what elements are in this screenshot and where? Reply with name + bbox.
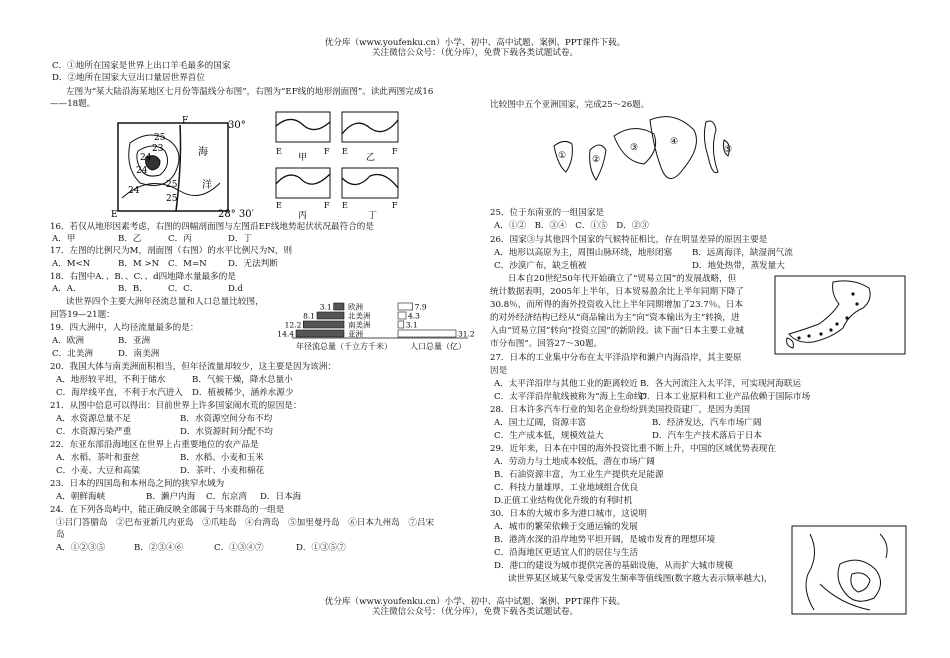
ocean-label: 洋 — [202, 180, 212, 191]
q28-d: D．汽车生产技术落后于日本 — [652, 431, 763, 441]
q30-stem: 30．日本的大城市多为港口城市，这说明 — [490, 509, 648, 519]
sea-label: 海 — [198, 147, 208, 158]
runoff-bar-0 — [334, 303, 344, 310]
population-bar-1 — [398, 312, 406, 319]
point-e: E — [111, 210, 118, 220]
q23-stem: 23．日本的四国岛和本州岛之间的狭窄水域为 — [50, 479, 225, 489]
option-d-line: D．②地所在国家大豆出口量居世界首位 — [52, 73, 205, 83]
q30-c: C．沿海地区更适宜人们的居住与生活 — [494, 548, 639, 558]
q22-a: A．水稻、茶叶和蚕丝 — [56, 453, 140, 463]
population-bar-3 — [398, 330, 456, 337]
q20-b: B．气候干燥，降水总量小 — [192, 375, 293, 385]
q22-stem: 22．东亚东部沿海地区在世界上占重要地位的农产品是 — [50, 440, 259, 450]
q24-islands: ①吕门答腊岛 ②巴布亚新几内亚岛 ③爪哇岛 ④台湾岛 ⑤加里曼丹岛 ⑥日本九州岛 ⑦吕宋 — [56, 518, 435, 528]
footer-line-1: 优分库（www.youfenku.cn）小学、初中、高中试题、案例、PPT课件下载。 — [324, 597, 626, 607]
q26-stem: 26．国家③与其他四个国家的气候特征相比，存在明显差异的原因主要是 — [490, 235, 768, 245]
chart-category-3: 亚洲 — [348, 329, 363, 339]
q17-b: B．M >N — [118, 259, 160, 269]
asian-countries-map — [544, 110, 744, 202]
q21-a: A．水资源总量不足 — [56, 414, 131, 424]
q30-b: B．港湾水深的沿岸地势平坦开阔，是城市发育的理想环境 — [494, 535, 716, 545]
q22-b: B．水稻、小麦和玉米 — [180, 453, 264, 463]
p27-line-4: 的对外经济结构已经从“商品输出为主”向“资本输出为主”转换，进 — [490, 313, 740, 323]
population-bar-2 — [398, 321, 404, 328]
chart-xlabel-left: 年径流总量（千立方千米） — [296, 342, 392, 351]
intro-19-21-cont: 回答19—21题： — [50, 310, 115, 320]
q23-d: D．日本海 — [260, 492, 302, 502]
chart-category-1: 北美洲 — [348, 311, 371, 321]
q22-d: D．茶叶、小麦和棉花 — [180, 466, 265, 476]
iso-label: 25 — [166, 180, 178, 190]
q28-c: C．生产成本低，规模效益大 — [494, 431, 604, 441]
q29-a: A．劳动力与土地成本较低，潜在市场广阔 — [494, 457, 655, 467]
q18-a: A．A． — [52, 284, 82, 294]
population-bar-0 — [398, 303, 413, 310]
lat-label: 30° — [228, 120, 246, 131]
svg-text:F: F — [392, 147, 398, 156]
q29-c: C．科技力量雄厚，工业地域组合优良 — [494, 483, 639, 493]
svg-text:E: E — [342, 201, 348, 210]
q18-b: B．B． — [118, 284, 148, 294]
q23-a: A．朝鲜海峡 — [56, 492, 106, 502]
q21-b: B．水资源空间分布不均 — [180, 414, 273, 424]
q21-d: D．水资源时间分配不均 — [180, 427, 273, 437]
q23-b: B．濑户内海 — [146, 492, 196, 502]
q18-stem: 18．右图中A．、B．、C．、d四地降水量最多的是 — [50, 272, 236, 282]
q23-c: C．东京湾 — [206, 492, 247, 502]
runoff-population-chart — [277, 302, 475, 364]
p27-line-5: 入由“贸易立国”转向“投资立国”的新阶段。读下面“日本主要工业城 — [490, 326, 744, 336]
chart-xlabel-right: 人口总量（亿） — [410, 342, 466, 351]
header-line-2: 关注微信公众号：（优分库），免费下载各类试题试卷。 — [371, 48, 579, 58]
svg-text:F: F — [324, 147, 330, 156]
runoff-value-3: 14.4 — [277, 329, 294, 339]
q28-a: A．国土辽阔，资源丰富 — [494, 418, 587, 428]
q19-a: A．欧洲 — [52, 336, 84, 346]
footer-line-2: 关注微信公众号：（优分库），免费下载各类试题试卷。 — [371, 607, 579, 617]
q29-d: D.正值工业结构优化升级的有利时机 — [494, 496, 633, 506]
q26-c: C．沙漠广布，缺乏植被 — [494, 261, 587, 271]
intro-16-18: 左图为“某大陆沿海某地区七月份等温线分布图”，右图为“EF线的地形剖面图”。读此两图完成16 — [66, 87, 434, 97]
q24-b: B．②③④⑥ — [134, 543, 184, 553]
q16-c: C．丙 — [168, 234, 192, 244]
q17-c: C．M=N — [168, 259, 207, 269]
q18-d: D.d — [228, 284, 243, 294]
iso-label: 25 — [154, 133, 166, 143]
q28-stem: 28．日本许多汽车行业的知名企业纷纷到美国投资建厂，是因为美国 — [490, 405, 751, 415]
q30-a: A．城市的繁荣依赖于交通运输的发展 — [494, 522, 638, 532]
q24-a: A．①②③⑤ — [56, 543, 106, 553]
point-f: F — [182, 116, 189, 126]
runoff-value-1: 8.1 — [303, 311, 315, 321]
q17-d: D．无法判断 — [228, 259, 278, 269]
next-intro: 读世界某区域某气象受害发生频率等值线图(数字越大表示频率越大)， — [508, 574, 773, 584]
header-line-1: 优分库（www.youfenku.cn）小学、初中、高中试题、案例、PPT课件下载。 — [324, 38, 626, 48]
p27-line-2: 统计数据表明，2005年上半年，日本贸易盈余比上半年同期下降了 — [490, 287, 744, 297]
country-4: ④ — [670, 137, 679, 147]
country-1: ① — [558, 151, 567, 161]
iso-label: 24 — [128, 186, 140, 196]
chart-category-2: 南美洲 — [348, 320, 371, 330]
q29-b: B．石油资源丰富，为工业生产提供充足能源 — [494, 470, 664, 480]
chart-category-0: 欧洲 — [348, 302, 363, 312]
q27-stem-cont: 因是 — [490, 366, 508, 376]
q24-stem: 24．在下列各岛屿中，能正确反映全部属于马来群岛的一组是 — [50, 505, 285, 515]
q16-b: B．乙 — [118, 234, 142, 244]
q20-d: D．植被稀少，涵养水源少 — [192, 388, 294, 398]
svg-text:E: E — [276, 147, 282, 156]
q26-a: A．地形以高原为主，周围山脉环绕，地形闭塞 — [494, 248, 673, 258]
q24-islands-cont: 岛 — [56, 530, 65, 540]
svg-text:F: F — [392, 201, 398, 210]
svg-text:E: E — [342, 147, 348, 156]
q27-a: A．太平洋沿岸与其他工业的距离较近 — [494, 379, 638, 389]
q20-c: C．海岸线平直，不利于水汽进入 — [56, 388, 183, 398]
isotherm-map — [110, 113, 260, 221]
runoff-bar-2 — [303, 321, 344, 328]
population-value-2: 3.1 — [405, 320, 418, 330]
svg-text:F: F — [324, 201, 330, 210]
q18-c: C．C． — [168, 284, 199, 294]
q20-a: A．地形较平坦，不利于储水 — [56, 375, 166, 385]
q27-d: D．日本工业原料和工业产品依赖于国际市场 — [640, 392, 811, 402]
country-5: ⑤ — [724, 145, 733, 155]
q19-stem: 19．四大洲中，人均径流量最多的是： — [50, 323, 199, 333]
q16-d: D．丁 — [228, 234, 253, 244]
country-2: ② — [592, 155, 601, 165]
q29-stem: 29．近年来，日本在中国的海外投资比重不断上升，中国的区域优势表现在 — [490, 444, 776, 454]
q21-stem: 21．从图中信息可以得出：目前世界上许多国家闹水荒的原因是： — [50, 401, 302, 411]
p27-line-6: 市分布图”。回答27～30题。 — [490, 339, 603, 349]
runoff-bar-1 — [317, 312, 344, 319]
population-value-3: 31.2 — [458, 329, 475, 339]
q20-stem: 20．我国大体与南美洲面积相当，但年径流量却较少，这主要是因为该洲： — [50, 362, 336, 372]
intro-16-18-cont: ——18题。 — [50, 99, 96, 109]
p27-line-3: 30.8％，而所得的海外投资收入比上半年同期增加了23.7％。日本 — [490, 300, 744, 310]
q19-c: C．北美洲 — [52, 349, 93, 359]
population-value-1: 4.3 — [407, 311, 420, 321]
q28-b: B．经济发达，汽车市场广阔 — [652, 418, 762, 428]
iso-label: 23 — [152, 144, 164, 154]
q30-d: D．港口的建设为城市提供完善的基础设施，从而扩大城市规模 — [494, 561, 733, 571]
q16-a: A．甲 — [52, 234, 76, 244]
svg-text:E: E — [276, 201, 282, 210]
q19-b: B．亚洲 — [118, 336, 151, 346]
q27-b: B．各大河流注入太平洋，可实现河海联运 — [640, 379, 802, 389]
option-c-line: C．①地所在国家是世界上出口羊毛最多的国家 — [52, 61, 231, 71]
population-value-0: 7.9 — [414, 302, 427, 312]
p27-line-1: 日本自20世纪50年代开始确立了“贸易立国”的发展战略，但 — [508, 274, 737, 284]
q21-c: C．水资源污染严重 — [56, 427, 132, 437]
intro-19-21: 读世界四个主要大洲年径流总量和人口总量比较图， — [66, 297, 264, 307]
q17-a: A．M<N — [52, 259, 91, 269]
q24-d: D．①③⑤⑦ — [296, 543, 346, 553]
profile-ding: 丁 — [368, 211, 378, 221]
profile-diagrams — [272, 112, 404, 222]
q22-c: C．小麦、大豆和高粱 — [56, 466, 140, 476]
q27-stem: 27．日本的工业集中分布在太平洋沿岸和濑户内海沿岸，其主要原 — [490, 353, 742, 363]
runoff-value-2: 12.2 — [284, 320, 302, 330]
iso-label: 25 — [166, 194, 178, 204]
country-3: ③ — [630, 143, 639, 153]
q26-d: D．地处热带，蒸发量大 — [692, 261, 785, 271]
japan-industry-map — [773, 274, 909, 356]
q17-stem: 17．左图的比例尺为M，剖面图（右图）的水平比例尺为N，则 — [50, 246, 293, 256]
q27-c: C．太平洋沿岸航线被称为“海上生命线” — [494, 392, 647, 402]
q25-stem: 25．位于东南亚的一组国家是 — [490, 208, 605, 218]
q24-c: C．①③④⑦ — [214, 543, 264, 553]
runoff-value-0: 3.1 — [319, 302, 332, 312]
q16-stem: 16．若仅从地形因素考虑，右图的四幅剖面图与左图沿EF线地势起伏状况最符合的是 — [50, 222, 374, 232]
iso-label: 24 — [136, 166, 148, 176]
profile-yi: 乙 — [366, 153, 376, 163]
intro-25-26: 比较图中五个亚洲国家，完成25～26题。 — [490, 100, 650, 110]
profile-bing: 丙 — [298, 211, 308, 221]
profile-jia: 甲 — [298, 153, 308, 163]
q26-b: B．远离海洋，缺湿润气流 — [692, 248, 793, 258]
q19-d: D．南美洲 — [118, 349, 160, 359]
q25-options: A．①② B．③④ C．①⑤ D．②③ — [494, 221, 649, 231]
iso-label: 24 — [140, 153, 152, 163]
lon-label: 28° 30′ — [218, 209, 254, 220]
runoff-bar-3 — [296, 330, 344, 337]
